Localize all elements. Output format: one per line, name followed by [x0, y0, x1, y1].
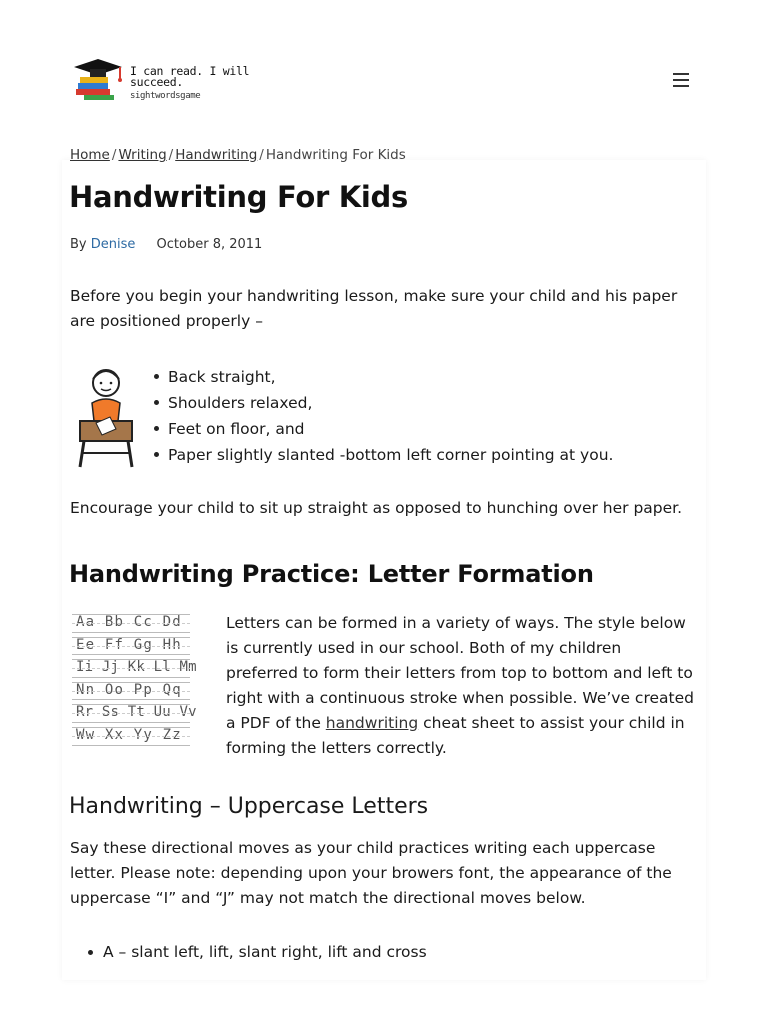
encourage-paragraph: Encourage your child to sit up straight as opposed to hunching over her paper. [70, 499, 683, 517]
list-item: A – slant left, lift, slant right, lift and cross [86, 940, 427, 965]
alphabet-row: Ii Jj Kk Ll Mm [70, 656, 192, 679]
breadcrumb-separator: / [259, 147, 264, 163]
post-meta [70, 237, 262, 252]
logo-tagline: I can read. I will succeed. [130, 63, 250, 89]
uppercase-intro-paragraph: Say these directional moves as your child practices writing each uppercase letter. Please note: depending upon your browers font, the appearance of the uppercase “I” and “J” may not match the directional moves below. [70, 839, 672, 907]
author-link[interactable]: Denise [90, 237, 136, 252]
post-date: October 8, 2011 [156, 237, 263, 252]
list-item: Shoulders relaxed, [150, 390, 613, 416]
breadcrumb-handwriting[interactable]: Handwriting [175, 147, 258, 163]
site-header [0, 0, 768, 130]
list-item: Back straight, [150, 364, 613, 390]
posture-list [150, 364, 613, 468]
breadcrumb-home[interactable]: Home [70, 147, 110, 163]
child-at-desk-illustration [72, 365, 140, 470]
breadcrumb-current: Handwriting For Kids [265, 147, 406, 163]
logo-subtitle: sightwordsgame [130, 90, 201, 101]
section-heading-letter-formation: Handwriting Practice: Letter Formation [69, 560, 594, 588]
graduation-books-icon [70, 55, 128, 105]
alphabet-row: Aa Bb Cc Dd [70, 611, 192, 634]
breadcrumb [70, 147, 406, 163]
alphabet-handwriting-chart [70, 611, 197, 747]
breadcrumb-separator: / [168, 147, 174, 163]
alphabet-row: Rr Ss Tt Uu Vv [70, 701, 192, 724]
hamburger-menu-icon[interactable] [670, 70, 692, 90]
section-heading-uppercase: Handwriting – Uppercase Letters [69, 794, 429, 819]
page-title: Handwriting For Kids [69, 180, 408, 214]
intro-paragraph: Before you begin your handwriting lesson, make sure your child and his paper are positioned properly – [70, 287, 678, 330]
alphabet-row: Ee Ff Gg Hh [70, 634, 192, 657]
by-label: By [70, 237, 87, 252]
handwriting-pdf-link[interactable]: handwriting [325, 714, 419, 732]
breadcrumb-writing[interactable]: Writing [118, 147, 167, 163]
letter-moves-list [86, 940, 427, 965]
alphabet-row: Nn Oo Pp Qq [70, 679, 192, 702]
site-logo[interactable] [70, 55, 265, 105]
list-item: Paper slightly slanted -bottom left corner pointing at you. [150, 442, 613, 468]
breadcrumb-separator: / [111, 147, 117, 163]
alphabet-row: Ww Xx Yy Zz [70, 724, 192, 747]
letter-formation-paragraph: Letters can be formed in a variety of ways. The style below is currently used in our school. Both of my children preferred to form their letters from top to bottom and left to right with a continuous stroke when possible. We’ve created a PDF of the handwriting cheat sheet to assist your child in forming the letters correctly. [226, 614, 694, 757]
list-item: Feet on floor, and [150, 416, 613, 442]
